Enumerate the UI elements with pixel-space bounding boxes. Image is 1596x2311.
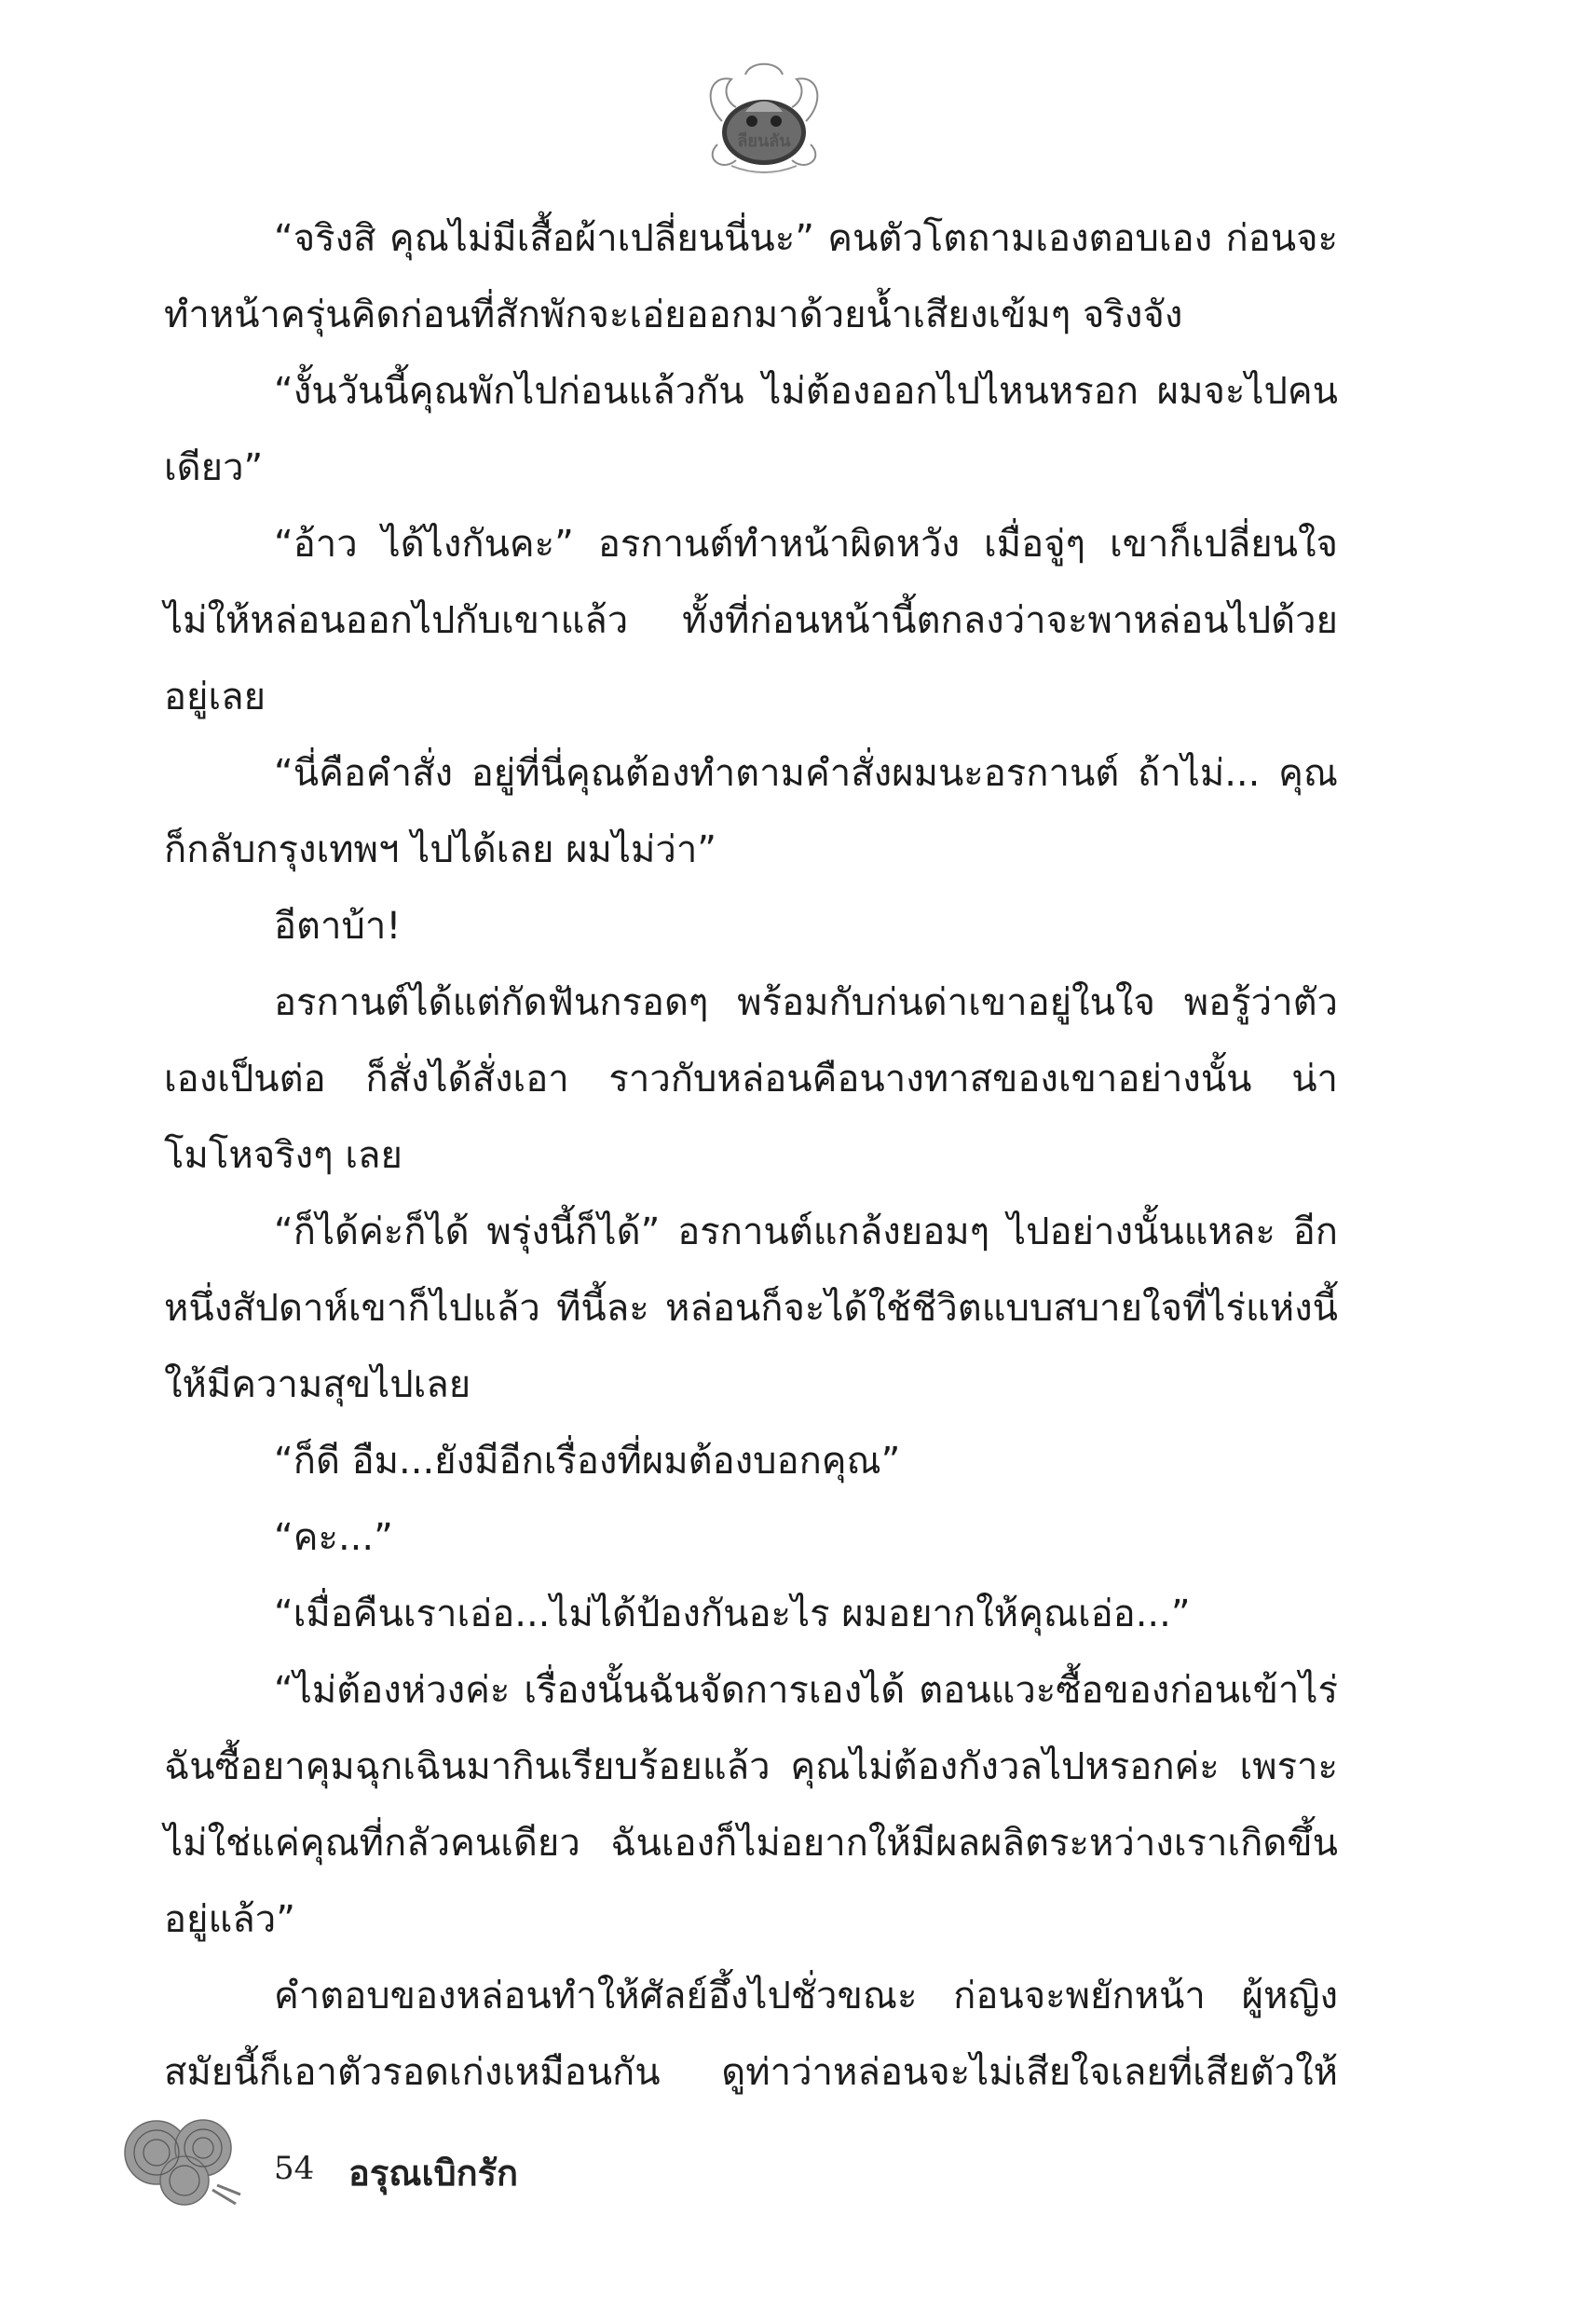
paragraph: “นี่คือคำสั่ง อยู่ที่นี่คุณต้องทำตามคำสั่งผมนะอรกานต์ ถ้าไม่... คุณก็กลับกรุงเทพฯ ไปได้เลย ผมไม่ว่า” bbox=[164, 752, 1338, 871]
marigold-flower-icon bbox=[110, 2101, 250, 2213]
paragraph: “จริงสิ คุณไม่มีเสื้อผ้าเปลี่ยนนี่นะ” คนตัวโตถามเองตอบเอง ก่อนจะทำหน้าครุ่นคิดก่อนที่สักพักจะเอ่ยออกมาด้วยน้ำเสียงเข้มๆ จริงจัง bbox=[164, 217, 1338, 336]
paragraph: คำตอบของหล่อนทำให้ศัลย์อึ้งไปชั่วขณะ ก่อนจะพยักหน้า ผู้หญิงสมัยนี้ก็เอาตัวรอดเก่งเหมือนกัน ดูท่าว่าหล่อนจะไม่เสียใจเลยที่เสียตัวให้ bbox=[164, 1975, 1338, 2094]
body-text bbox=[164, 200, 1338, 2187]
paragraph: “คะ...” bbox=[274, 1516, 393, 1559]
paragraph: “อ้าว ได้ไงกันคะ” อรกานต์ทำหน้าผิดหวัง เมื่อจู่ๆ เขาก็เปลี่ยนใจ ไม่ให้หล่อนออกไปกับเขาแล้ว ทั้งที่ก่อนหน้านี้ตกลงว่าจะพาหล่อนไปด้วยอยู่เลย bbox=[164, 523, 1338, 718]
ornamental-crest-icon bbox=[694, 56, 834, 182]
page-number: 54 bbox=[274, 2150, 315, 2187]
paragraph: “ไม่ต้องห่วงค่ะ เรื่องนั้นฉันจัดการเองได้ ตอนแวะซื้อของก่อนเข้าไร่ ฉันซื้อยาคุมฉุกเฉินมากินเรียบร้อยแล้ว คุณไม่ต้องกังวลไปหรอกค่ะ เพราะไม่ใช่แค่คุณที่กลัวคนเดียว ฉันเองก็ไม่อยากให้มีผลผลิตระหว่างเราเกิดขึ้นอยู่แล้ว” bbox=[164, 1669, 1338, 1941]
paragraph: “ก็ได้ค่ะก็ได้ พรุ่งนี้ก็ได้” อรกานต์แกล้งยอมๆ ไปอย่างนั้นแหละ อีกหนึ่งสัปดาห์เขาก็ไปแล้ว ทีนี้ละ หล่อนก็จะได้ใช้ชีวิตแบบสบายใจที่ไร่แห่งนี้ให้มีความสุขไปเลย bbox=[164, 1210, 1338, 1406]
paragraph: “เมื่อคืนเราเอ่อ...ไม่ได้ป้องกันอะไร ผมอยากให้คุณเอ่อ...” bbox=[274, 1593, 1191, 1635]
logo-text: ลียนลัน bbox=[737, 131, 791, 151]
page-footer bbox=[110, 2101, 669, 2222]
paragraph: อรกานต์ได้แต่กัดฟันกรอดๆ พร้อมกับก่นด่าเขาอยู่ในใจ พอรู้ว่าตัวเองเป็นต่อ ก็สั่งได้สั่งเอา ราวกับหล่อนคือนางทาสของเขาอย่างนั้น น่าโมโหจริงๆ เลย bbox=[164, 981, 1338, 1177]
paragraph: “ก็ดี อืม...ยังมีอีกเรื่องที่ผมต้องบอกคุณ” bbox=[274, 1440, 901, 1483]
book-title: อรุณเบิกรัก bbox=[348, 2153, 519, 2194]
paragraph: อีตาบ้า! bbox=[274, 905, 402, 948]
paragraph: “งั้นวันนี้คุณพักไปก่อนแล้วกัน ไม่ต้องออกไปไหนหรอก ผมจะไปคนเดียว” bbox=[164, 370, 1338, 489]
